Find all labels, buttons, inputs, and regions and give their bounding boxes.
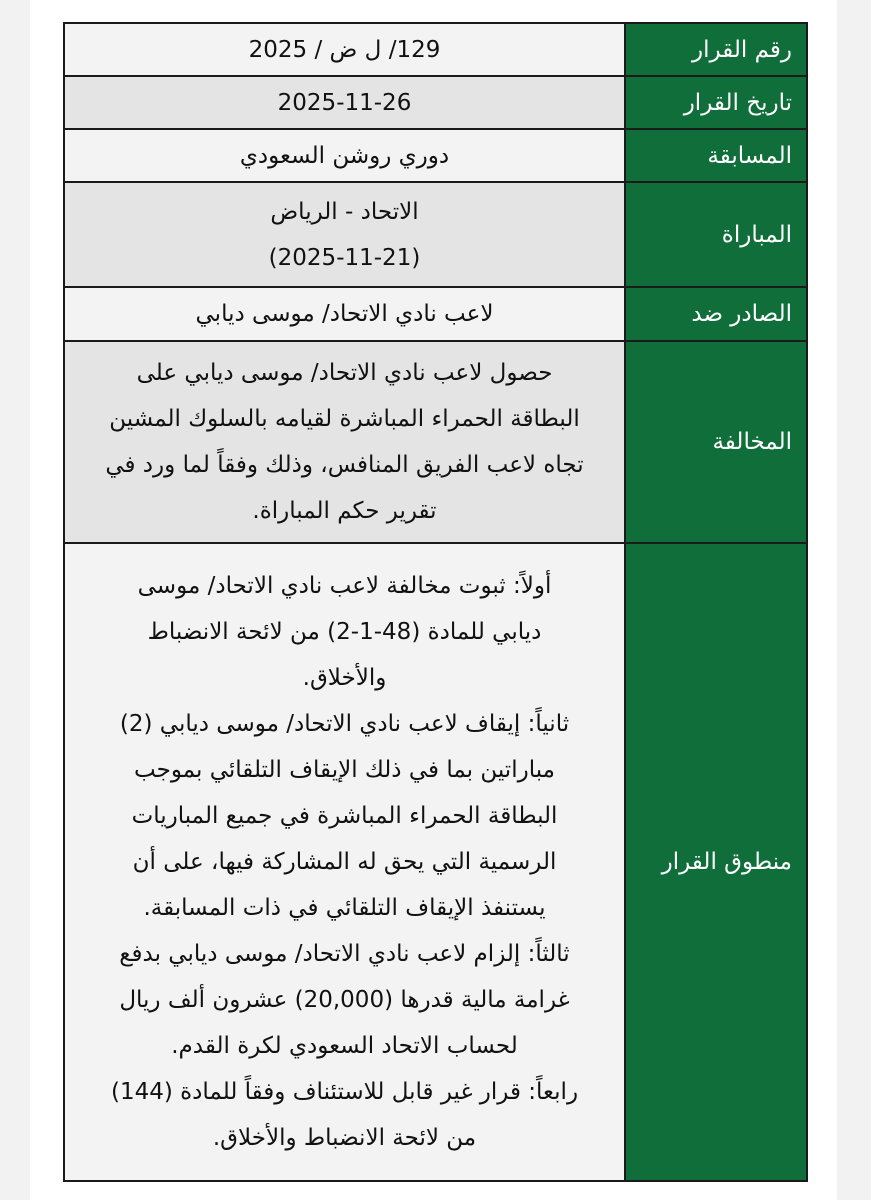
ruling-line: والأخلاق. (302, 665, 387, 691)
ruling-line: ديابي للمادة (48-1-2) من لائحة الانضباط (147, 619, 542, 645)
page-edge-right (837, 0, 871, 1200)
label-issued-against: الصادر ضد (625, 287, 807, 341)
row-ruling (64, 543, 807, 1181)
label-competition: المسابقة (625, 129, 807, 182)
ruling-line: يستنفذ الإيقاف التلقائي في ذات المسابقة. (143, 895, 546, 921)
ruling-line: أولاً: ثبوت مخالفة لاعب نادي الاتحاد/ موسى (137, 573, 552, 599)
label-decision-date: تاريخ القرار (625, 76, 807, 129)
row-decision-number (64, 23, 807, 76)
value-ruling (64, 543, 625, 1181)
ruling-line: ثالثاً: إلزام لاعب نادي الاتحاد/ موسى ديابي بدفع (119, 941, 570, 967)
violation-line: تقرير حكم المباراة. (252, 498, 437, 524)
label-decision-number: رقم القرار (625, 23, 807, 76)
ruling-line: البطاقة الحمراء المباشرة في جميع المباريات (131, 803, 558, 829)
value-decision-date: 2025-11-26 (64, 76, 625, 129)
ruling-line: رابعاً: قرار غير قابل للاستئناف وفقاً للمادة (144) (110, 1079, 579, 1105)
row-competition (64, 129, 807, 182)
value-issued-against: لاعب نادي الاتحاد/ موسى ديابي (64, 287, 625, 341)
value-decision-number: 129/ ل ض / 2025 (64, 23, 625, 76)
label-violation: المخالفة (625, 341, 807, 543)
ruling-line: من لائحة الانضباط والأخلاق. (212, 1125, 477, 1151)
ruling-line: غرامة مالية قدرها (20,000) عشرون ألف ريال (119, 987, 570, 1013)
page-edge-left (0, 0, 30, 1200)
ruling-line: الرسمية التي يحق له المشاركة فيها، على أن (132, 849, 557, 875)
violation-line: تجاه لاعب الفريق المنافس، وذلك وفقاً لما ورد في (105, 452, 584, 478)
value-match (64, 182, 625, 287)
match-teams: الاتحاد - الرياض (270, 198, 419, 225)
row-issued-against (64, 287, 807, 341)
row-violation (64, 341, 807, 543)
violation-line: البطاقة الحمراء المباشرة لقيامه بالسلوك المشين (109, 406, 580, 432)
value-violation (64, 341, 625, 543)
row-decision-date (64, 76, 807, 129)
row-match (64, 182, 807, 287)
violation-line: حصول لاعب نادي الاتحاد/ موسى ديابي على (136, 360, 553, 386)
label-match: المباراة (625, 182, 807, 287)
ruling-line: ثانياً: إيقاف لاعب نادي الاتحاد/ موسى ديابي (2) (119, 711, 570, 737)
label-ruling: منطوق القرار (625, 543, 807, 1181)
decision-table (63, 22, 808, 1182)
match-date: (2025-11-21) (268, 244, 421, 271)
ruling-line: لحساب الاتحاد السعودي لكرة القدم. (171, 1033, 518, 1059)
ruling-line: مباراتين بما في ذلك الإيقاف التلقائي بموجب (134, 757, 555, 783)
value-competition: دوري روشن السعودي (64, 129, 625, 182)
